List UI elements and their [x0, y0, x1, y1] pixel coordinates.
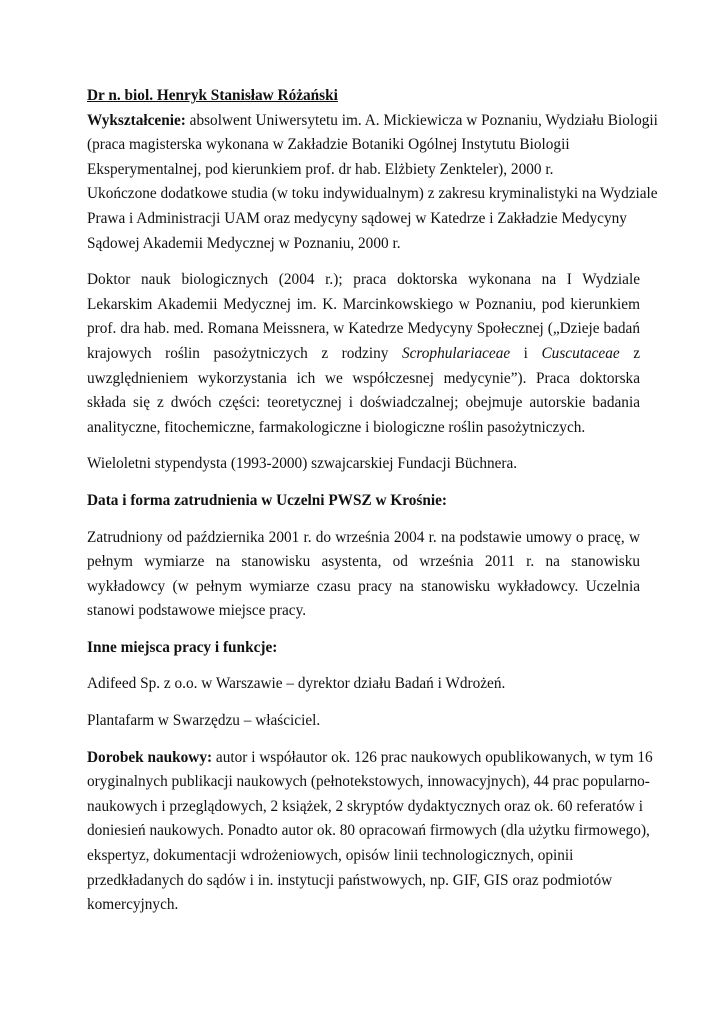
employment-heading: Data i forma zatrudnienia w Uczelni PWSZ w Krośnie: [87, 491, 448, 509]
output-line-1: Dorobek naukowy: autor i współautor ok. 126 prac naukowych opublikowanych, w tym 16 [87, 748, 653, 766]
education-line-2: (praca magisterska wykonana w Zakładzie Botaniki Ogólnej Instytutu Biologii [87, 136, 570, 154]
doctorate-family-1: Scrophulariaceae [401, 344, 511, 362]
output-line-6: przedkładanych do sądów i in. instytucji państwowych, np. GIF, GIS oraz podmiotów [87, 871, 613, 889]
output-line-5: ekspertyz, dokumentacji wdrożeniowych, opisów linii technologicznych, opinii [87, 847, 574, 865]
scholarship-paragraph: Wieloletni stypendysta (1993-2000) szwajcarskiej Fundacji Büchnera. [87, 455, 518, 473]
doctorate-paragraph: Doktor nauk biologicznych (2004 r.); praca doktorska wykonana na I Wydziale Lekarskim Akademii Medycznej im. K. Marcinkowskiego w Poznaniu, pod kierunkiem prof. dra hab. med. Romana Meissnera, w Katedrze Medycyny Społecznej („Dzieje badań krajowych roślin pasożytniczych z rodziny Scrophulariaceae i Cuscutaceae z uwzględnieniem wykorzystania ich we współczesnej medycynie”). Praca doktorska składa się z dwóch części: teoretycznej i doświadczalnej; obejmuje autorskie badania analityczne, fitochemiczne, farmakologiczne i biologiczne roślin pasożytniczych. [87, 271, 640, 436]
other-heading: Inne miejsca pracy i funkcje: [87, 638, 278, 656]
document-page [87, 84, 658, 918]
education-line-6: Sądowej Akademii Medycznej w Poznaniu, 2000 r. [87, 234, 401, 252]
output-line-3: naukowych i przeglądowych, 2 książek, 2 skryptów dydaktycznych oraz ok. 60 referatów i [87, 797, 644, 815]
other-item-adifeed: Adifeed Sp. z o.o. w Warszawie – dyrektor działu Badań i Wdrożeń. [87, 675, 506, 693]
output-paragraph [87, 746, 653, 918]
output-line-7: komercyjnych. [87, 896, 179, 914]
doctorate-family-2: Cuscutaceae [541, 344, 620, 362]
education-line-5: Prawa i Administracji UAM oraz medycyny sądowej w Katedrze i Zakładzie Medycyny [87, 209, 627, 227]
education-line-4: Ukończone dodatkowe studia (w toku indywidualnym) z zakresu kryminalistyki na Wydziale [87, 185, 658, 203]
output-line-2: oryginalnych publikacji naukowych (pełnotekstowych, innowacyjnych), 44 prac popularno- [87, 773, 650, 791]
title-text: Dr n. biol. Henryk Stanisław Różański [87, 87, 338, 104]
education-paragraph [87, 109, 658, 257]
output-line-4: doniesień naukowych. Ponadto autor ok. 80 opracowań firmowych (dla użytku firmowego), [87, 822, 650, 840]
education-label: Wykształcenie: [87, 111, 186, 129]
education-line-3: Eksperymentalnej, pod kierunkiem prof. dr hab. Elżbiety Zenkteler), 2000 r. [87, 160, 554, 178]
education-line-1: Wykształcenie: absolwent Uniwersytetu im. A. Mickiewicza w Poznaniu, Wydziału Biologii [87, 111, 658, 129]
other-item-plantafarm: Plantafarm w Swarzędzu – właściciel. [87, 712, 321, 730]
document-title [87, 84, 640, 109]
output-label: Dorobek naukowy: [87, 748, 213, 766]
employment-paragraph: Zatrudniony od października 2001 r. do września 2004 r. na podstawie umowy o pracę, w pełnym wymiarze na stanowisku asystenta, od września 2011 r. na stanowisku wykładowcy (w pełnym wymiarze czasu pracy na stanowisku wykładowcy. Uczelnia stanowi podstawowe miejsce pracy. [87, 528, 640, 620]
